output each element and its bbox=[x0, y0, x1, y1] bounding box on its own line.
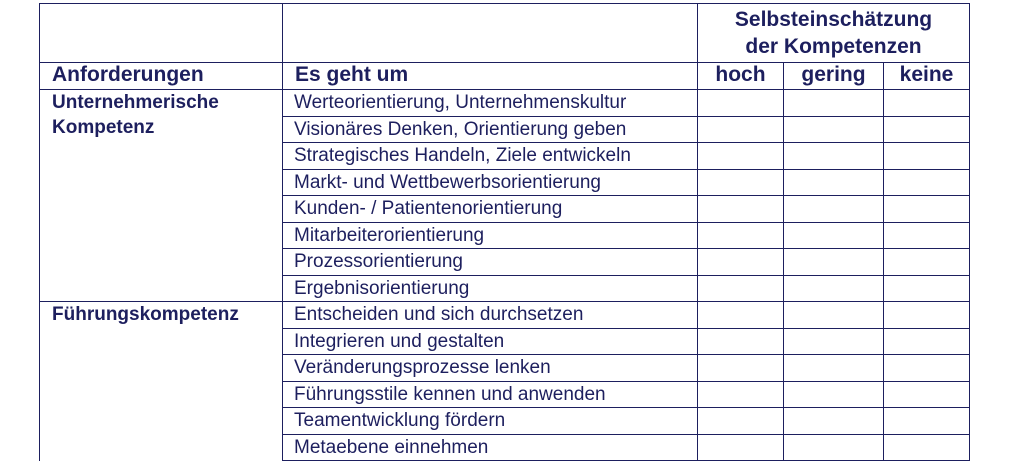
rating-cell-high[interactable] bbox=[698, 275, 784, 302]
rating-cell-low[interactable] bbox=[784, 355, 884, 382]
rating-cell-none[interactable] bbox=[884, 381, 970, 408]
rating-cell-none[interactable] bbox=[884, 249, 970, 276]
rating-cell-low[interactable] bbox=[784, 434, 884, 461]
rating-cell-high[interactable] bbox=[698, 408, 784, 435]
competency-item: Veränderungsprozesse lenken bbox=[283, 355, 698, 382]
column-header-high: hoch bbox=[698, 63, 784, 90]
requirement-group-label: Unternehmerische Kompetenz bbox=[40, 90, 283, 302]
rating-cell-high[interactable] bbox=[698, 249, 784, 276]
column-header-requirements: Anforderungen bbox=[40, 63, 283, 90]
rating-cell-high[interactable] bbox=[698, 381, 784, 408]
rating-cell-low[interactable] bbox=[784, 302, 884, 329]
competency-item: Ergebnisorientierung bbox=[283, 275, 698, 302]
rating-cell-none[interactable] bbox=[884, 222, 970, 249]
table-header-row bbox=[40, 63, 970, 90]
competency-item: Entscheiden und sich durchsetzen bbox=[283, 302, 698, 329]
self-assessment-header bbox=[698, 4, 970, 63]
rating-cell-low[interactable] bbox=[784, 196, 884, 223]
rating-cell-high[interactable] bbox=[698, 328, 784, 355]
competency-item: Kunden- / Patientenorientierung bbox=[283, 196, 698, 223]
table-top-row bbox=[40, 4, 970, 63]
empty-cell bbox=[40, 4, 283, 63]
rating-cell-none[interactable] bbox=[884, 196, 970, 223]
rating-cell-high[interactable] bbox=[698, 143, 784, 170]
competency-item: Teamentwicklung fördern bbox=[283, 408, 698, 435]
column-header-none: keine bbox=[884, 63, 970, 90]
rating-cell-low[interactable] bbox=[784, 275, 884, 302]
rating-cell-low[interactable] bbox=[784, 169, 884, 196]
requirement-group-label: Führungskompetenz bbox=[40, 302, 283, 461]
rating-cell-none[interactable] bbox=[884, 143, 970, 170]
self-assessment-header-line-2: der Kompetenzen bbox=[745, 35, 922, 58]
column-header-low: gering bbox=[784, 63, 884, 90]
rating-cell-none[interactable] bbox=[884, 328, 970, 355]
competency-item: Strategisches Handeln, Ziele entwickeln bbox=[283, 143, 698, 170]
rating-cell-none[interactable] bbox=[884, 302, 970, 329]
rating-cell-low[interactable] bbox=[784, 408, 884, 435]
rating-cell-high[interactable] bbox=[698, 169, 784, 196]
rating-cell-high[interactable] bbox=[698, 434, 784, 461]
rating-cell-none[interactable] bbox=[884, 90, 970, 117]
competency-item: Führungsstile kennen und anwenden bbox=[283, 381, 698, 408]
rating-cell-none[interactable] bbox=[884, 169, 970, 196]
rating-cell-none[interactable] bbox=[884, 116, 970, 143]
competency-item: Prozessorientierung bbox=[283, 249, 698, 276]
rating-cell-none[interactable] bbox=[884, 275, 970, 302]
self-assessment-header-line-1: Selbsteinschätzung bbox=[734, 8, 933, 31]
rating-cell-low[interactable] bbox=[784, 116, 884, 143]
competency-item: Mitarbeiterorientierung bbox=[283, 222, 698, 249]
rating-cell-low[interactable] bbox=[784, 222, 884, 249]
rating-cell-high[interactable] bbox=[698, 90, 784, 117]
competency-table bbox=[39, 3, 970, 461]
competency-item: Markt- und Wettbewerbsorientierung bbox=[283, 169, 698, 196]
table-row bbox=[40, 90, 970, 117]
rating-cell-high[interactable] bbox=[698, 302, 784, 329]
rating-cell-low[interactable] bbox=[784, 249, 884, 276]
rating-cell-low[interactable] bbox=[784, 143, 884, 170]
column-header-about: Es geht um bbox=[283, 63, 698, 90]
table-row bbox=[40, 302, 970, 329]
rating-cell-high[interactable] bbox=[698, 222, 784, 249]
rating-cell-high[interactable] bbox=[698, 196, 784, 223]
rating-cell-high[interactable] bbox=[698, 116, 784, 143]
rating-cell-none[interactable] bbox=[884, 434, 970, 461]
competency-item: Visionäres Denken, Orientierung geben bbox=[283, 116, 698, 143]
rating-cell-low[interactable] bbox=[784, 90, 884, 117]
empty-cell bbox=[283, 4, 698, 63]
rating-cell-low[interactable] bbox=[784, 328, 884, 355]
competency-item: Werteorientierung, Unternehmenskultur bbox=[283, 90, 698, 117]
rating-cell-none[interactable] bbox=[884, 355, 970, 382]
competency-item: Integrieren und gestalten bbox=[283, 328, 698, 355]
rating-cell-high[interactable] bbox=[698, 355, 784, 382]
rating-cell-low[interactable] bbox=[784, 381, 884, 408]
rating-cell-none[interactable] bbox=[884, 408, 970, 435]
competency-item: Metaebene einnehmen bbox=[283, 434, 698, 461]
